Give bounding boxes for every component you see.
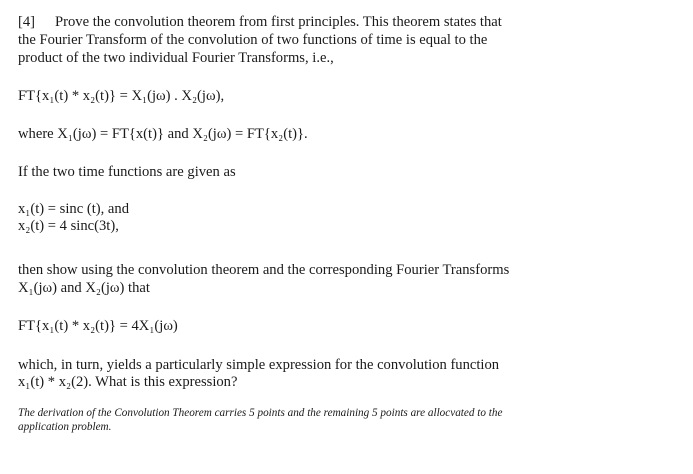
given-text: If the two time functions are given as xyxy=(18,164,236,180)
show-line-2: X₁(jω) and X₂(jω) that xyxy=(18,280,150,296)
points-note-line-2: application problem. xyxy=(18,421,112,433)
intro-line-2: the Fourier Transform of the convolution of two functions of time is equal to the xyxy=(18,32,488,48)
function-x1: x₁(t) = sinc (t), and xyxy=(18,201,129,217)
function-x2: x₂(t) = 4 sinc(3t), xyxy=(18,218,119,234)
problem-number: [4] xyxy=(18,14,36,30)
intro-text-1: Prove the convolution theorem from first principles. This theorem states that xyxy=(55,14,502,30)
theorem-equation: FT{x₁(t) * x₂(t)} = X₁(jω) . X₂(jω), xyxy=(18,88,225,104)
final-line-2: x₁(t) * x₂(2). What is this expression? xyxy=(18,374,238,390)
show-line-1: then show using the convolution theorem and the corresponding Fourier Transforms xyxy=(18,262,510,278)
points-note-line-1: The derivation of the Convolution Theorem carries 5 points and the remaining 5 points are allocvated to the xyxy=(18,407,503,419)
where-definition: where X₁(jω) = FT{x(t)} and X₂(jω) = FT{x₂(t)}. xyxy=(18,126,308,142)
intro-line-3: product of the two individual Fourier Transforms, i.e., xyxy=(18,50,334,66)
intro-line-1 xyxy=(18,13,502,31)
final-line-1: which, in turn, yields a particularly simple expression for the convolution function xyxy=(18,357,500,373)
result-equation: FT{x₁(t) * x₂(t)} = 4X₁(jω) xyxy=(18,318,178,334)
